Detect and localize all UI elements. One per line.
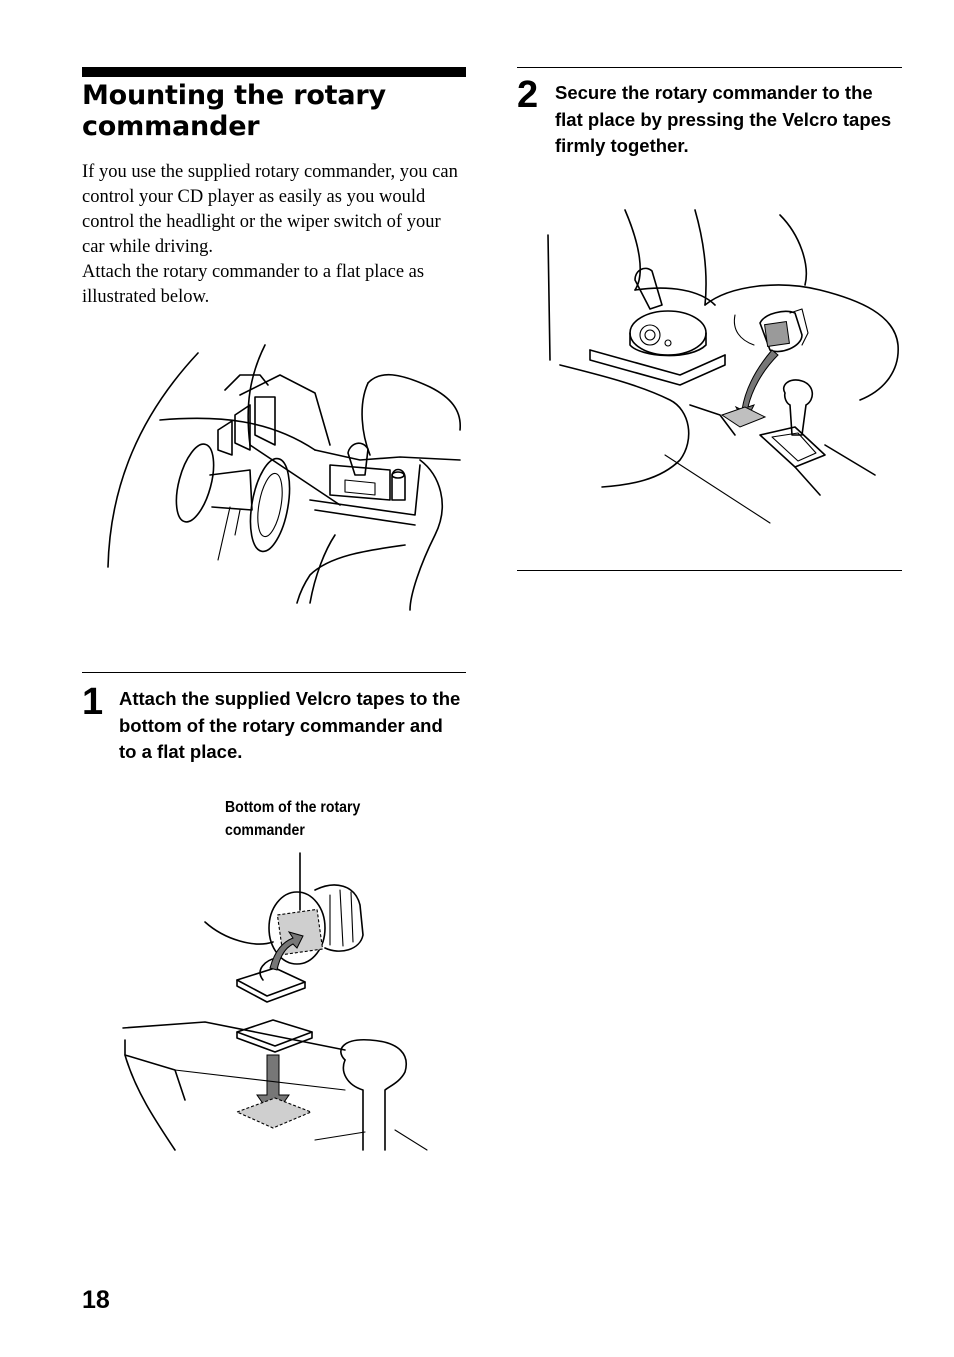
heading-rule — [82, 67, 466, 77]
commander-mounted-illustration — [540, 205, 905, 525]
step-2-number: 2 — [517, 74, 539, 116]
velcro-attach-illustration — [115, 850, 445, 1155]
car-interior-illustration — [100, 335, 470, 615]
step-2-rule — [517, 67, 902, 68]
step-1-text: Attach the supplied Velcro tapes to the bottom of the rotary commander and to a flat place. — [119, 688, 461, 762]
step-2-bottom-rule — [517, 570, 902, 571]
page-title: Mounting the rotary commander — [82, 80, 386, 142]
step-1-number: 1 — [82, 681, 104, 723]
bottom-callout-label: Bottom of the rotary commander — [225, 799, 361, 839]
step-2-text: Secure the rotary commander to the flat place by pressing the Velcro tapes firmly together. — [555, 82, 892, 156]
intro-paragraph-1: If you use the supplied rotary commander, you can control your CD player as easily as you would control the headlight or the wiper switch of your car while driving. — [82, 162, 458, 257]
intro-text — [82, 160, 466, 310]
step-1-rule — [82, 672, 466, 673]
intro-paragraph-2: Attach the rotary commander to a flat place as illustrated below. — [82, 262, 425, 307]
page-number: 18 — [82, 1286, 110, 1314]
